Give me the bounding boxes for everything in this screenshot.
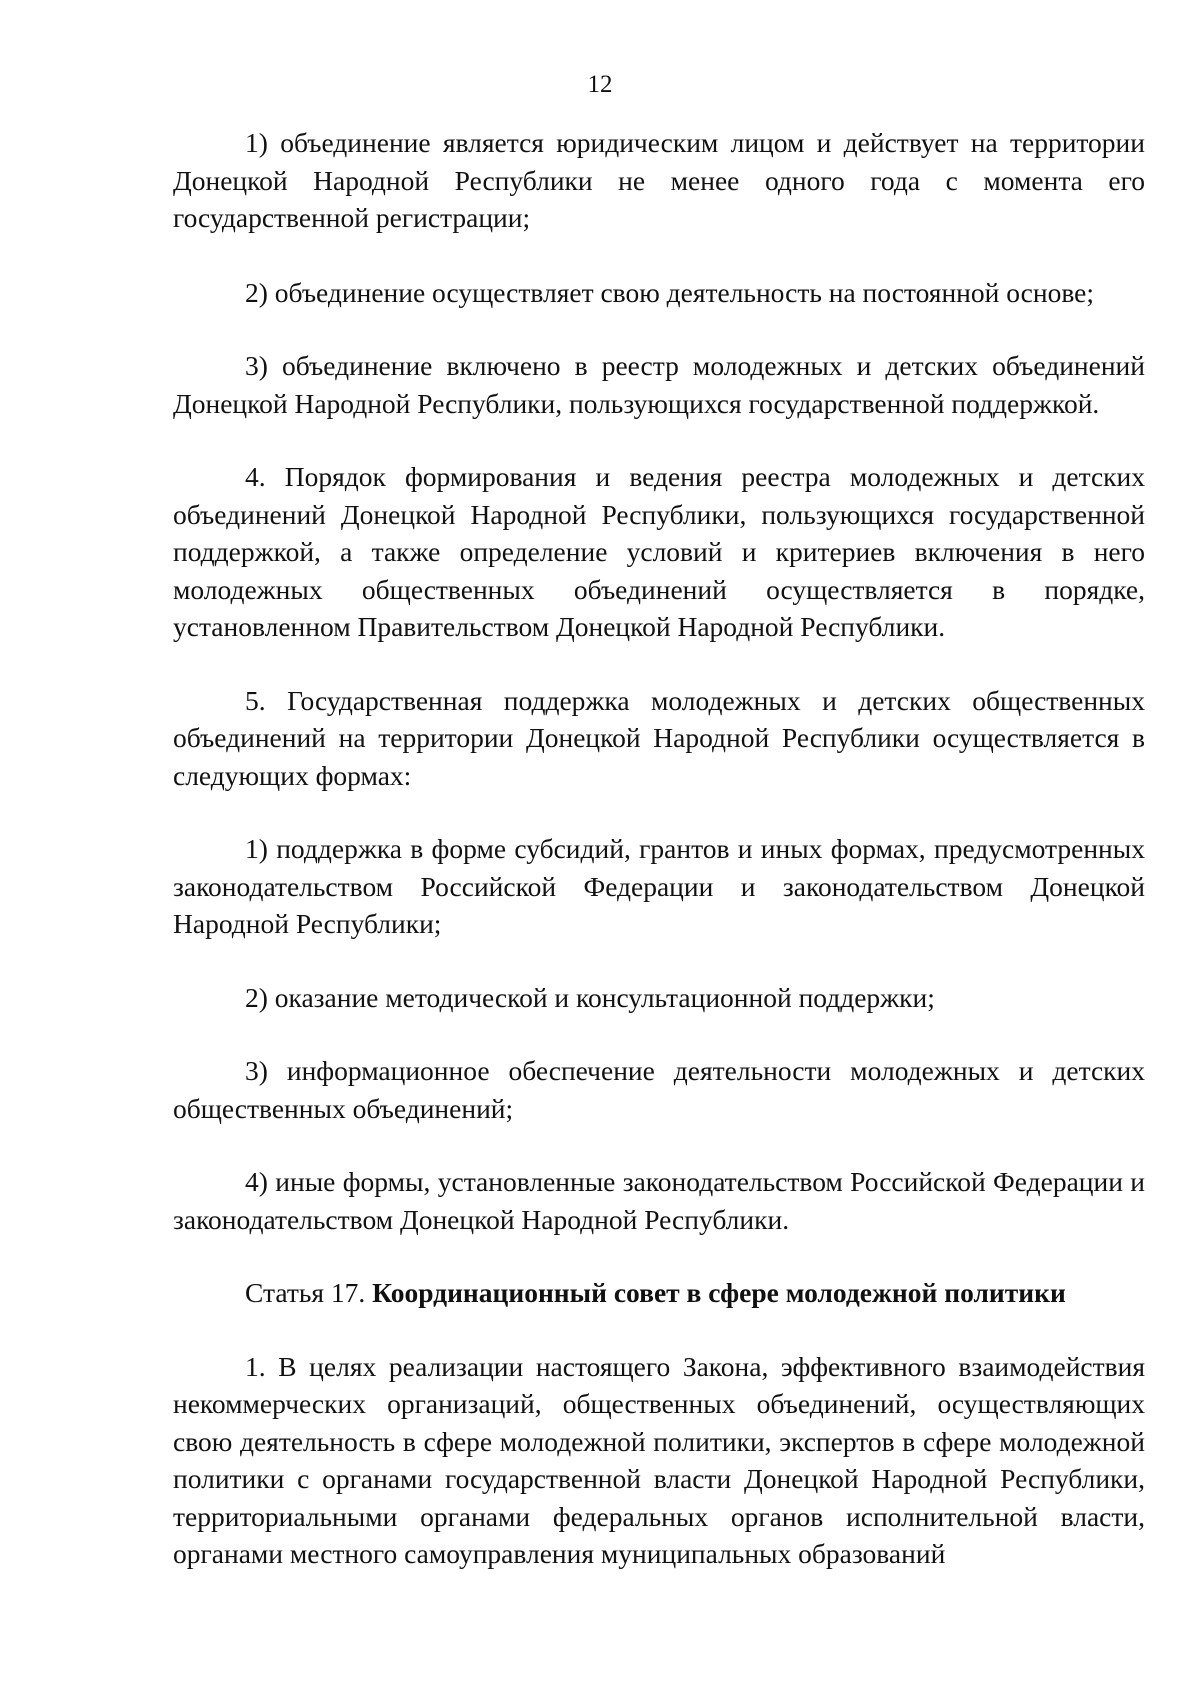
paragraph-item-2: 2) объединение осуществляет свою деятельность на постоянной основе; <box>245 276 1094 308</box>
paragraph-form-3: 3) информационное обеспечение деятельности молодежных и детских общественных объединений; <box>173 1055 1145 1124</box>
paragraph-article-17-1: 1. В целях реализации настоящего Закона, эффективного взаимодействия некоммерческих организаций, общественных объединений, осуществляющих свою деятельность в сфере молодежной политики, экспертов в сфере молодежной политики с органами государственной власти Донецкой Народной Республики, территориальными органами федеральных органов исполнительной власти, органами местного самоуправления муниципальных образований <box>173 1350 1145 1569</box>
document-body <box>173 124 1145 1573</box>
article-heading <box>173 1274 1145 1312</box>
page-number: 12 <box>587 71 613 98</box>
paragraph-form-1: 1) поддержка в форме субсидий, грантов и иных формах, предусмотренных законодательством Российской Федерации и законодательством Донецкой Народной Республики; <box>173 833 1145 939</box>
paragraph-section-4: 4. Порядок формирования и ведения реестра молодежных и детских объединений Донецкой Народной Республики, пользующихся государственной поддержкой, а также определение условий и критериев включения в него молодежных общественных объединений осуществляется в порядке, установленном Правительством Донецкой Народной Республики. <box>173 461 1145 642</box>
paragraph-section-5: 5. Государственная поддержка молодежных и детских общественных объединений на территории Донецкой Народной Республики осуществляется в следующих формах: <box>173 684 1145 791</box>
article-title: Координационный совет в сфере молодежной политики <box>372 1277 1066 1308</box>
paragraph-form-2: 2) оказание методической и консультационной поддержки; <box>245 981 935 1013</box>
paragraph-item-3: 3) объединение включено в реестр молодежных и детских объединений Донецкой Народной Республики, пользующихся государственной поддержкой. <box>173 350 1145 419</box>
paragraph-form-4: 4) иные формы, установленные законодательством Российской Федерации и законодательством Донецкой Народной Республики. <box>173 1166 1145 1235</box>
article-prefix: Статья 17. <box>245 1277 366 1308</box>
paragraph-item-1: 1) объединение является юридическим лицом и действует на территории Донецкой Народной Республики не менее одного года с момента его государственной регистрации; <box>173 127 1145 233</box>
